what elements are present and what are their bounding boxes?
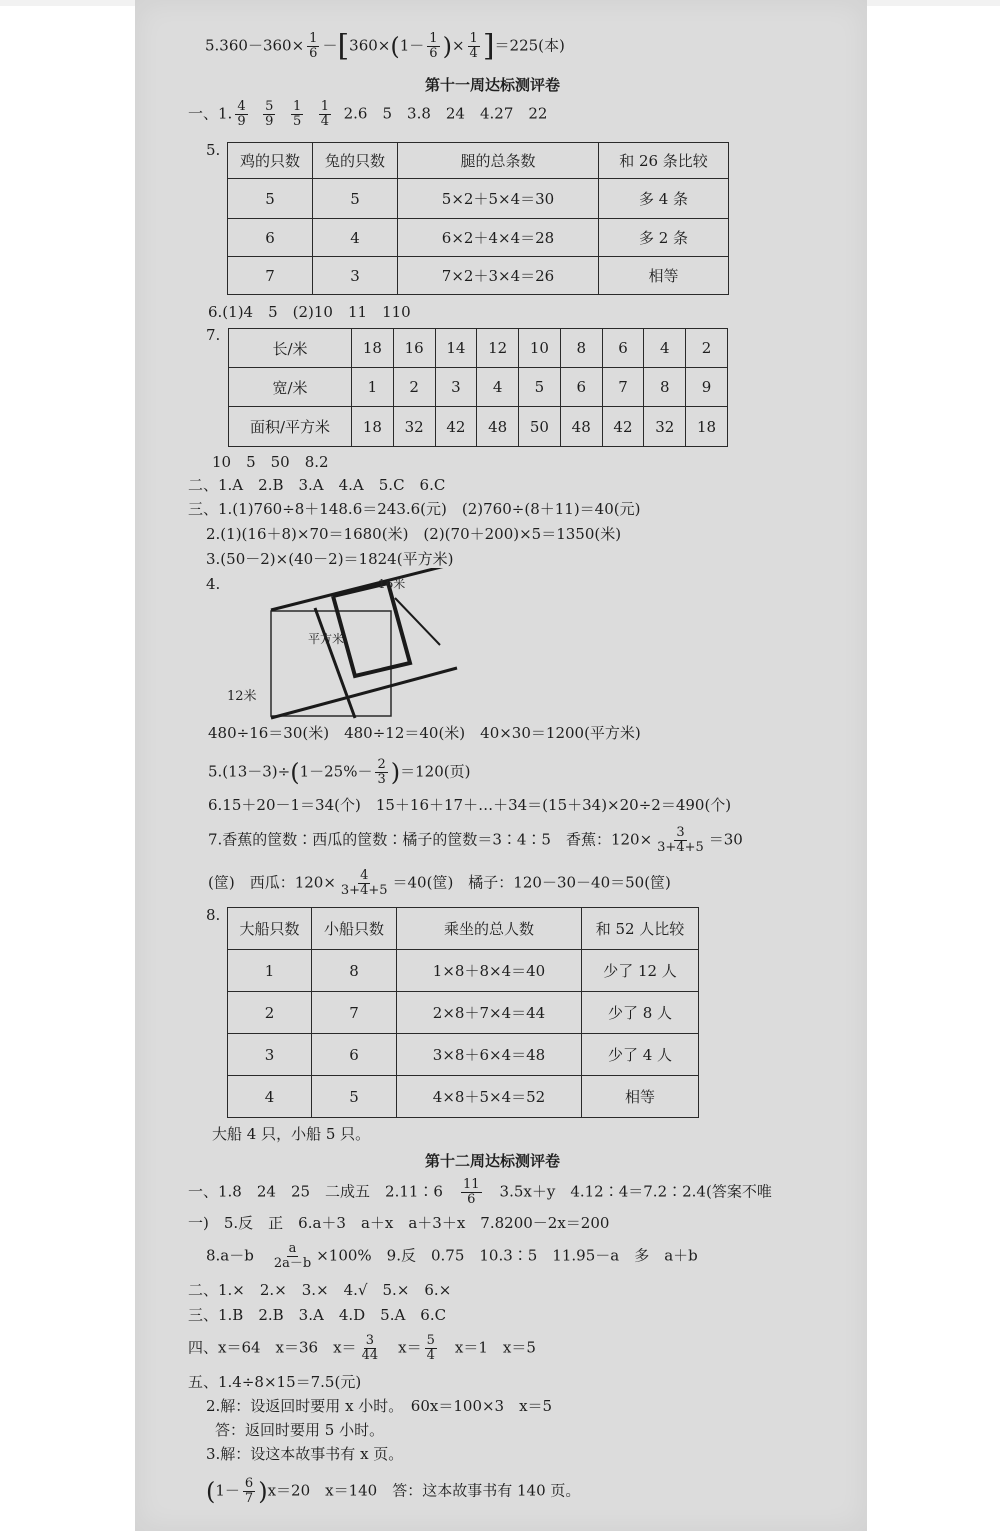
rectangle-figure	[225, 568, 465, 728]
fraction: $\frac{1}{6}$	[309, 31, 318, 61]
label-12m: 12米	[227, 689, 257, 704]
s11-line-1: 一、1. $\frac{4}{9}$ $\frac{5}{9}$ $\frac{1}{5}$ $\frac{1}{4}$ 2.6 5 3.8 24 4.27 22	[188, 99, 548, 129]
s11-part2: 二、1.A 2.B 3.A 4.A 5.C 6.C	[188, 476, 446, 494]
fraction: $\frac{5}{4}$	[426, 1333, 435, 1363]
fraction: $\frac{1}{4}$	[469, 31, 478, 61]
s11-part3-q2: 2.(1)(16＋8)×70＝1680(米) (2)(70＋200)×5＝1350(米)	[206, 525, 622, 543]
label-16m: 16米	[378, 577, 406, 591]
s11-q7b-line2: (筐) 西瓜：120× $\frac{4}{3+4+5}$ ＝40(筐) 橘子：120－30－40＝50(筐)	[208, 868, 671, 898]
s12-part5-q3: 3.解：设这本故事书有 x 页。	[206, 1445, 404, 1463]
s12-part4: 四、x＝64 x＝36 x＝ $\frac{3}{44}$ x＝ $\frac{5}{4}$ x＝1 x＝5	[188, 1333, 536, 1363]
top-line-5: 5.360－360× $\frac{1}{6}$ －[360×(1－ $\frac{1}{6}$ )× $\frac{1}{4}$ ]＝225(本)	[205, 28, 565, 64]
fraction: $\frac{2}{3}$	[377, 757, 386, 787]
section-title-week-12: 第十二周达标测评卷	[425, 1152, 561, 1170]
s11-part3-q4-calc: 480÷16＝30(米) 480÷12＝40(米) 40×30＝1200(平方米)	[208, 724, 641, 742]
fraction: $\frac{1}{4}$	[320, 99, 330, 129]
s11-q7-after: 10 5 50 8.2	[212, 453, 329, 471]
section-title-week-11: 第十一周达标测评卷	[425, 76, 561, 94]
s12-part5-q3-equation: (1－ $\frac{6}{7}$ )x＝20 x＝140 答：这本故事书有 140 页。	[206, 1476, 581, 1506]
inner-rectangle	[333, 583, 410, 676]
fraction: $\frac{4}{9}$	[237, 99, 246, 129]
fraction: $\frac{5}{9}$	[265, 99, 274, 129]
q5-label: 5.	[206, 141, 221, 159]
outer-rectangle	[271, 611, 391, 716]
s11-q7b-line1: 7.香蕉的筐数∶西瓜的筐数∶橘子的筐数＝3∶4∶5 香蕉：120× $\frac{3}{3+4+5}$ ＝30	[208, 825, 743, 855]
s12-line-3: 8.a－b $\frac{a}{2a-b}$ ×100% 9.反 0.75 10.3∶5 11.95－a 多 a＋b	[206, 1241, 698, 1271]
label-square-meter: 平方米	[308, 632, 345, 646]
s12-part3: 三、1.B 2.B 3.A 4.D 5.A 6.C	[188, 1306, 447, 1324]
q7-label: 7.	[206, 326, 221, 344]
s12-line-1: 一、1.8 24 25 二成五 2.11∶6 $\frac{11}{6}$ 3.5x＋y 4.12∶4＝7.2∶2.4(答案不唯	[188, 1177, 772, 1207]
fraction: $\frac{a}{2a-b}$	[273, 1241, 312, 1271]
s12-line-2: 一) 5.反 正 6.a＋3 a＋x a＋3＋x 7.8200－2x＝200	[188, 1214, 610, 1232]
s11-q5: 5.(13－3)÷(1－25%－ $\frac{2}{3}$ )＝120(页)	[208, 757, 471, 787]
chicken-rabbit-table: 鸡的只数 兔的只数 腿的总条数 和 26 条比较 5 5 5×2＋5×4＝30 多 4 条 6 4 6×2＋4×4＝28 多 2 条 7 3 7×2＋3×4＝26 相等	[227, 142, 729, 295]
s12-part5-q2: 2.解：设返回时要用 x 小时。 60x＝100×3 x＝5	[206, 1397, 553, 1415]
fraction: $\frac{3}{3+4+5}$	[657, 825, 704, 855]
boat-table: 大船只数 小船只数 乘坐的总人数 和 52 人比较 1 8 1×8＋8×4＝40 少了 12 人 2 7 2×8＋7×4＝44 少了 8 人 3 6 3×8＋6×4＝48 少了 4 人 4 5 4×8＋5×4＝52 相等	[227, 907, 699, 1118]
s12-part5-q2-answer: 答：返回时要用 5 小时。	[215, 1421, 385, 1439]
s11-q6: 6.(1)4 5 (2)10 11 110	[208, 303, 411, 321]
s11-q8-after: 大船 4 只，小船 5 只。	[212, 1125, 371, 1143]
fraction: $\frac{1}{6}$	[429, 31, 438, 61]
fraction: $\frac{4}{3+4+5}$	[340, 868, 388, 898]
s11-part3-q3: 3.(50－2)×(40－2)＝1824(平方米)	[206, 550, 454, 568]
fraction: $\frac{6}{7}$	[244, 1476, 254, 1506]
fraction: $\frac{3}{44}$	[361, 1333, 379, 1363]
q8-label: 8.	[206, 906, 221, 924]
s11-q6b: 6.15＋20－1＝34(个) 15＋16＋17＋…＋34＝(15＋34)×20÷2＝490(个)	[208, 796, 732, 814]
rectangle-area-table: 长/米 18 16 14 12 10 8 6 4 2 宽/米 1 2 3 4 5 6 7 8 9 面积/平方米 18 32 42 48 50 48 42 32 18	[228, 328, 728, 447]
s11-part3-q1: 三、1.(1)760÷8＋148.6＝243.6(元) (2)760÷(8＋11)＝40(元)	[188, 500, 641, 518]
fraction: $\frac{11}{6}$	[462, 1177, 480, 1207]
s12-part2: 二、1.× 2.× 3.× 4.√ 5.× 6.×	[188, 1281, 452, 1299]
s11-part3-q4-label: 4.	[206, 575, 221, 593]
s12-part5-q1: 五、1.4÷8×15＝7.5(元)	[188, 1373, 362, 1391]
fraction: $\frac{1}{5}$	[292, 99, 302, 129]
